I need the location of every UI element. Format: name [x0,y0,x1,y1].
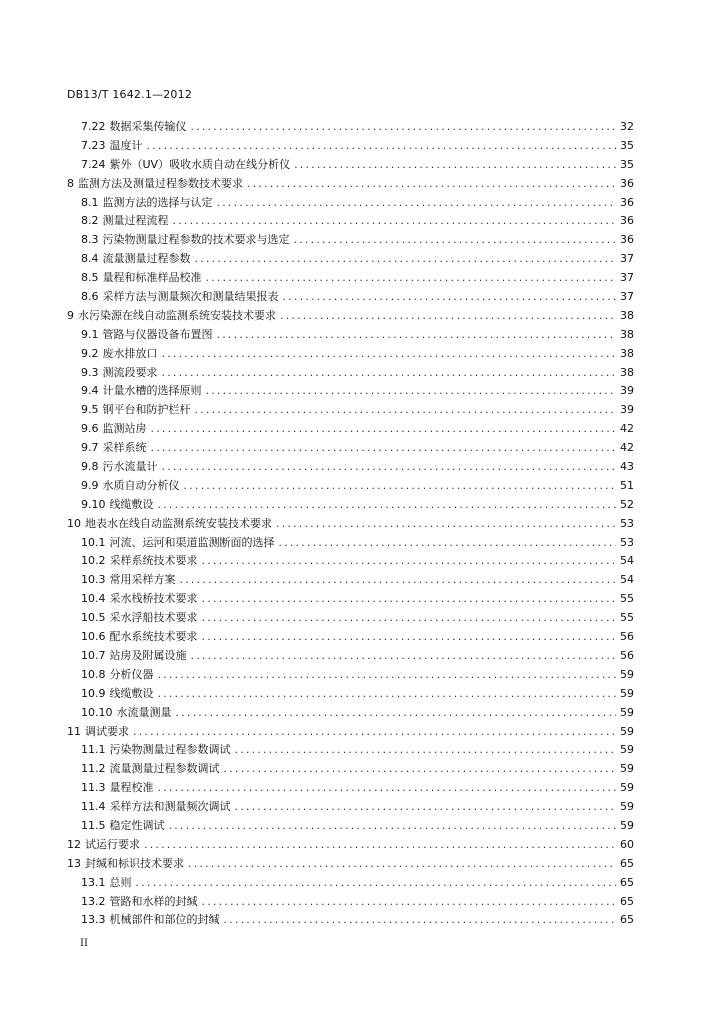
toc-entry-number: 9.10 [81,497,106,511]
toc-entry[interactable] [62,439,634,458]
toc-dot-leader [158,668,617,681]
toc-entry[interactable] [62,685,634,704]
toc-dot-leader [151,422,617,435]
toc-entry-title: 污水流量计 [102,460,158,474]
toc-entry-title: 采水栈桥技术要求 [109,592,198,606]
toc-entry[interactable] [62,723,634,742]
toc-dot-leader [280,309,616,322]
toc-dot-leader [144,838,616,851]
toc-entry-number: 9.9 [81,478,99,492]
toc-entry-title: 封缄和标识技术要求 [85,856,184,870]
toc-entry[interactable] [62,118,634,137]
toc-entry[interactable] [62,250,634,269]
toc-entry[interactable] [62,911,634,930]
toc-entry-title: 常用采样方案 [109,573,176,587]
toc-dot-leader [191,120,617,133]
toc-entry-number: 11.1 [81,743,106,757]
toc-dot-leader [283,290,617,303]
toc-entry-number: 10.4 [81,592,106,606]
toc-dot-leader [206,271,617,284]
toc-entry-title: 水污染源在线自动监测系统安装技术要求 [78,308,276,322]
toc-entry[interactable] [62,326,634,345]
toc-entry-number: 10.9 [81,686,106,700]
toc-dot-leader [180,573,617,586]
toc-dot-leader [191,649,617,662]
toc-entry-page: 65 [620,875,634,889]
toc-entry-number: 10.6 [81,630,106,644]
toc-entry-number: 9.6 [81,422,99,436]
toc-dot-leader [169,819,617,832]
toc-dot-leader [217,328,617,341]
toc-entry-title: 地表水在线自动监测系统安装技术要求 [85,516,272,530]
toc-dot-leader [162,347,617,360]
toc-entry-number: 9.8 [81,460,99,474]
toc-dot-leader [158,498,617,511]
toc-entry-page: 36 [620,233,634,247]
toc-entry[interactable] [62,893,634,912]
toc-entry-page: 59 [620,686,634,700]
toc-entry[interactable] [62,741,634,760]
toc-dot-leader [202,554,617,567]
toc-entry-title: 采水浮船技术要求 [109,611,198,625]
toc-dot-leader [133,725,616,738]
toc-entry[interactable] [62,364,634,383]
toc-entry-page: 39 [620,384,634,398]
toc-dot-leader [147,139,617,152]
toc-entry-number: 8.6 [81,290,99,304]
toc-entry-number: 11.5 [81,818,106,832]
toc-entry-title: 量程校准 [109,781,154,795]
toc-entry[interactable] [62,647,634,666]
toc-entry[interactable] [62,307,634,326]
table-of-contents [62,118,634,930]
toc-entry-number: 11.3 [81,781,106,795]
toc-entry-number: 13.1 [81,875,106,889]
toc-entry-title: 水质自动分析仪 [102,478,180,492]
toc-entry-page: 35 [620,138,634,152]
toc-entry-page: 55 [620,592,634,606]
toc-dot-leader [235,743,617,756]
toc-entry-number: 10.3 [81,573,106,587]
toc-entry-page: 38 [620,365,634,379]
toc-entry-number: 13 [67,856,81,870]
toc-entry[interactable] [62,874,634,893]
toc-entry-number: 13.3 [81,913,106,927]
toc-dot-leader [224,762,617,775]
toc-dot-leader [184,479,617,492]
toc-entry[interactable] [62,212,634,231]
toc-entry-number: 12 [67,837,81,851]
toc-entry-title: 污染物测量过程参数的技术要求与选定 [102,233,290,247]
toc-dot-leader [151,441,617,454]
toc-entry-number: 8.4 [81,252,99,266]
toc-entry-number: 9.5 [81,403,99,417]
toc-entry-title: 管路与仪器设备布置图 [102,327,213,341]
toc-entry-number: 9.4 [81,384,99,398]
toc-entry-number: 10.10 [81,705,113,719]
toc-entry-page: 39 [620,403,634,417]
toc-entry-title: 测流段要求 [102,365,158,379]
toc-entry-title: 数据采集传输仪 [109,120,187,133]
toc-entry-title: 试运行要求 [85,837,140,851]
toc-entry-page: 59 [620,762,634,776]
toc-entry-page: 36 [620,195,634,209]
toc-entry[interactable] [62,515,634,534]
toc-entry-number: 9.3 [81,365,99,379]
toc-entry-title: 流量测量过程参数 [102,252,191,266]
toc-entry-page: 65 [620,894,634,908]
toc-entry-page: 38 [620,346,634,360]
toc-entry-title: 线缆敷设 [109,497,154,511]
toc-entry-number: 11.2 [81,762,106,776]
toc-entry[interactable] [62,779,634,798]
toc-entry[interactable] [62,590,634,609]
toc-entry-page: 37 [620,252,634,266]
toc-entry-page: 60 [620,837,634,851]
toc-entry-number: 9.2 [81,346,99,360]
toc-entry-page: 37 [620,290,634,304]
toc-entry-number: 7.22 [81,120,106,133]
toc-entry-page: 43 [620,460,634,474]
toc-entry-title: 分析仪器 [109,667,154,681]
toc-dot-leader [195,403,617,416]
toc-entry-number: 10 [67,516,81,530]
toc-dot-leader [136,876,617,889]
toc-entry-number: 10.5 [81,611,106,625]
toc-entry-title: 采样方法与测量频次和测量结果报表 [102,290,279,304]
toc-entry[interactable] [62,760,634,779]
toc-entry-page: 38 [620,327,634,341]
toc-entry[interactable] [62,704,634,723]
toc-entry-number: 13.2 [81,894,106,908]
toc-dot-leader [195,252,617,265]
toc-entry-number: 10.2 [81,554,106,568]
toc-entry-page: 42 [620,422,634,436]
toc-entry-number: 9.1 [81,327,99,341]
toc-entry-number: 8.3 [81,233,99,247]
toc-entry-title: 管路和水样的封缄 [109,894,198,908]
toc-entry-title: 河流、运河和渠道监测断面的选择 [109,535,275,549]
toc-dot-leader [162,460,617,473]
toc-entry-page: 56 [620,648,634,662]
toc-entry-page: 55 [620,611,634,625]
toc-entry[interactable] [62,666,634,685]
toc-entry[interactable] [62,552,634,571]
toc-entry-number: 8 [67,176,74,190]
toc-entry-title: 调试要求 [85,724,129,738]
toc-entry[interactable] [62,175,634,194]
toc-entry-page: 59 [620,724,634,738]
toc-entry-page: 59 [620,781,634,795]
toc-entry[interactable] [62,855,634,874]
toc-entry[interactable] [62,194,634,213]
toc-entry-title: 紫外（UV）吸收水质自动在线分析仪 [109,157,291,171]
toc-entry[interactable] [62,345,634,364]
toc-entry[interactable] [62,817,634,836]
toc-entry[interactable] [62,836,634,855]
toc-entry-title: 采样系统 [102,441,147,455]
toc-entry-page: 36 [620,214,634,228]
toc-entry[interactable] [62,477,634,496]
toc-entry-title: 线缆敷设 [109,686,154,700]
toc-entry-page: 54 [620,554,634,568]
toc-entry-page: 36 [620,176,634,190]
toc-entry-title: 监测站房 [102,422,147,436]
toc-entry-number: 8.2 [81,214,99,228]
toc-dot-leader [235,800,617,813]
toc-dot-leader [188,857,616,870]
toc-entry-number: 9 [67,308,74,322]
toc-entry[interactable] [62,137,634,156]
toc-dot-leader [162,366,617,379]
toc-entry-page: 56 [620,630,634,644]
toc-entry-number: 8.1 [81,195,99,209]
toc-dot-leader [294,158,616,171]
toc-dot-leader [173,214,617,227]
toc-entry-title: 稳定性调试 [109,818,165,832]
toc-entry-number: 11.4 [81,800,106,814]
toc-entry-number: 8.5 [81,271,99,285]
toc-entry-page: 59 [620,705,634,719]
toc-entry-title: 采样方法和测量频次调试 [109,800,231,814]
toc-entry-title: 总则 [109,875,132,889]
toc-dot-leader [202,895,617,908]
toc-entry[interactable] [62,571,634,590]
toc-entry-page: 51 [620,478,634,492]
toc-entry-title: 量程和标准样品校准 [102,271,202,285]
toc-entry-number: 10.7 [81,648,106,662]
toc-entry-page: 52 [620,497,634,511]
toc-entry[interactable] [62,420,634,439]
toc-dot-leader [294,233,617,246]
toc-entry-page: 53 [620,535,634,549]
toc-entry[interactable] [62,382,634,401]
toc-entry-title: 测量过程流程 [102,214,169,228]
toc-entry-title: 机械部件和部位的封缄 [109,913,220,927]
toc-entry[interactable] [62,534,634,553]
toc-dot-leader [176,706,617,719]
toc-entry-page: 38 [620,308,634,322]
toc-entry-number: 9.7 [81,441,99,455]
toc-entry-title: 计量水槽的选择原则 [102,384,202,398]
toc-entry[interactable] [62,609,634,628]
toc-entry-page: 59 [620,743,634,757]
toc-entry[interactable] [62,628,634,647]
document-code-header: DB13/T 1642.1—2012 [67,88,193,101]
toc-entry-title: 监测方法及测量过程参数技术要求 [78,176,243,190]
toc-entry[interactable] [62,156,634,175]
toc-dot-leader [202,592,617,605]
toc-entry-title: 监测方法的选择与认定 [102,195,213,209]
toc-dot-leader [202,630,617,643]
toc-entry-title: 站房及附属设施 [109,648,187,662]
toc-dot-leader [276,517,616,530]
toc-dot-leader [202,611,617,624]
toc-entry[interactable] [62,798,634,817]
toc-entry-title: 水流量测量 [116,705,172,719]
toc-entry-number: 11 [67,724,81,738]
toc-dot-leader [217,196,617,209]
toc-entry-number: 10.8 [81,667,106,681]
toc-dot-leader [158,687,617,700]
toc-entry-title: 污染物测量过程参数调试 [109,743,231,757]
toc-entry-title: 温度计 [109,138,143,152]
toc-entry[interactable] [62,496,634,515]
toc-entry-page: 37 [620,271,634,285]
toc-entry-number: 10.1 [81,535,106,549]
page-number-footer: II [80,938,88,949]
toc-entry-page: 65 [620,856,634,870]
toc-dot-leader [224,913,617,926]
toc-dot-leader [279,536,617,549]
toc-dot-leader [247,177,616,190]
toc-entry-title: 废水排放口 [102,346,158,360]
toc-entry-page: 42 [620,441,634,455]
toc-entry-title: 配水系统技术要求 [109,630,198,644]
toc-entry-page: 59 [620,667,634,681]
toc-entry-page: 65 [620,913,634,927]
toc-entry-page: 32 [620,120,634,133]
toc-entry-title: 钢平台和防护栏杆 [102,403,191,417]
toc-entry[interactable] [62,401,634,420]
toc-entry[interactable] [62,231,634,250]
toc-entry-number: 7.23 [81,138,106,152]
toc-dot-leader [158,781,617,794]
toc-entry[interactable] [62,269,634,288]
toc-entry[interactable] [62,458,634,477]
toc-entry-page: 35 [620,157,634,171]
toc-entry-page: 53 [620,516,634,530]
toc-entry-number: 7.24 [81,157,106,171]
toc-entry-title: 采样系统技术要求 [109,554,198,568]
toc-dot-leader [206,384,617,397]
toc-entry-page: 59 [620,800,634,814]
toc-entry-page: 54 [620,573,634,587]
toc-entry-title: 流量测量过程参数调试 [109,762,220,776]
toc-entry[interactable] [62,288,634,307]
toc-entry-page: 59 [620,818,634,832]
